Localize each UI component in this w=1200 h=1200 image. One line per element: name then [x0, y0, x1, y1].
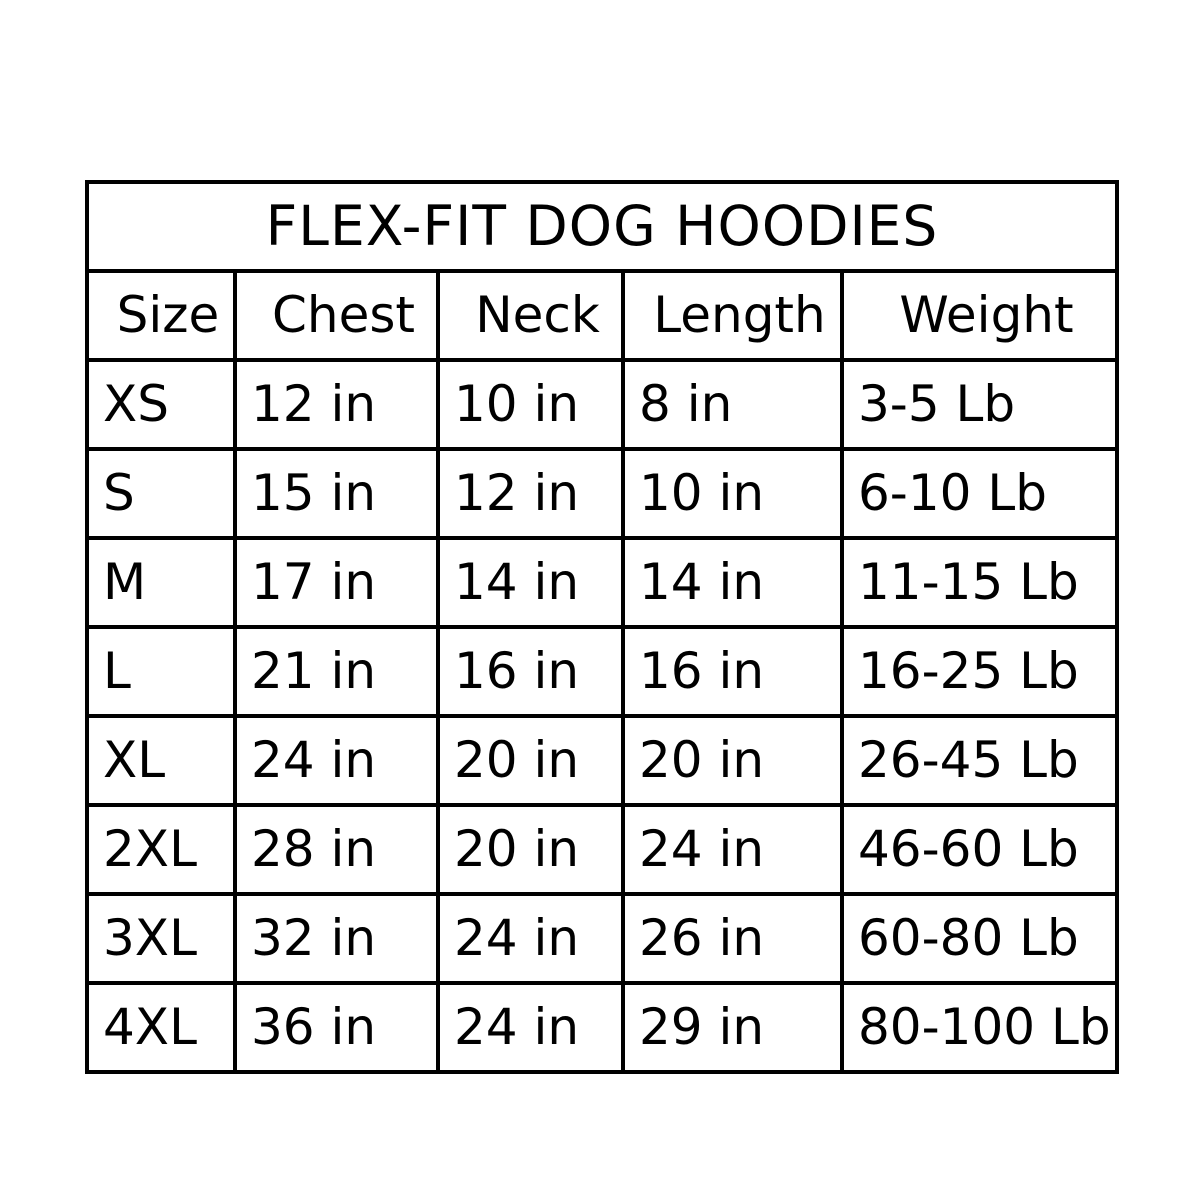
size-chart-table [85, 180, 1119, 1074]
cell-chest: 15 in [235, 449, 438, 538]
cell-weight: 16-25 Lb [842, 627, 1117, 716]
cell-size: S [87, 449, 235, 538]
column-header-chest: Chest [235, 271, 438, 360]
cell-size: XS [87, 360, 235, 449]
table-header-row [87, 271, 1117, 360]
cell-length: 16 in [623, 627, 842, 716]
cell-neck: 24 in [438, 983, 623, 1072]
table-row [87, 627, 1117, 716]
table-title-row [87, 182, 1117, 271]
cell-neck: 12 in [438, 449, 623, 538]
cell-weight: 60-80 Lb [842, 894, 1117, 983]
cell-neck: 20 in [438, 716, 623, 805]
column-header-length: Length [623, 271, 842, 360]
table-row [87, 538, 1117, 627]
cell-size: 2XL [87, 805, 235, 894]
cell-size: 3XL [87, 894, 235, 983]
cell-length: 8 in [623, 360, 842, 449]
cell-size: L [87, 627, 235, 716]
cell-neck: 16 in [438, 627, 623, 716]
table-row [87, 716, 1117, 805]
cell-length: 14 in [623, 538, 842, 627]
column-header-weight: Weight [842, 271, 1117, 360]
table-row [87, 894, 1117, 983]
cell-neck: 24 in [438, 894, 623, 983]
chart-title: FLEX-FIT DOG HOODIES [87, 182, 1117, 271]
table-row [87, 360, 1117, 449]
cell-chest: 24 in [235, 716, 438, 805]
cell-weight: 46-60 Lb [842, 805, 1117, 894]
cell-weight: 26-45 Lb [842, 716, 1117, 805]
column-header-neck: Neck [438, 271, 623, 360]
cell-chest: 12 in [235, 360, 438, 449]
cell-chest: 21 in [235, 627, 438, 716]
cell-weight: 6-10 Lb [842, 449, 1117, 538]
table-row [87, 983, 1117, 1072]
cell-length: 10 in [623, 449, 842, 538]
cell-chest: 17 in [235, 538, 438, 627]
column-header-size: Size [87, 271, 235, 360]
cell-weight: 80-100 Lb [842, 983, 1117, 1072]
table-row [87, 805, 1117, 894]
cell-neck: 10 in [438, 360, 623, 449]
cell-length: 29 in [623, 983, 842, 1072]
cell-size: M [87, 538, 235, 627]
cell-length: 20 in [623, 716, 842, 805]
cell-weight: 11-15 Lb [842, 538, 1117, 627]
cell-neck: 20 in [438, 805, 623, 894]
cell-weight: 3-5 Lb [842, 360, 1117, 449]
table-row [87, 449, 1117, 538]
cell-chest: 28 in [235, 805, 438, 894]
cell-chest: 32 in [235, 894, 438, 983]
cell-length: 24 in [623, 805, 842, 894]
cell-size: XL [87, 716, 235, 805]
cell-length: 26 in [623, 894, 842, 983]
size-chart-container [85, 180, 1115, 1074]
cell-size: 4XL [87, 983, 235, 1072]
cell-neck: 14 in [438, 538, 623, 627]
cell-chest: 36 in [235, 983, 438, 1072]
